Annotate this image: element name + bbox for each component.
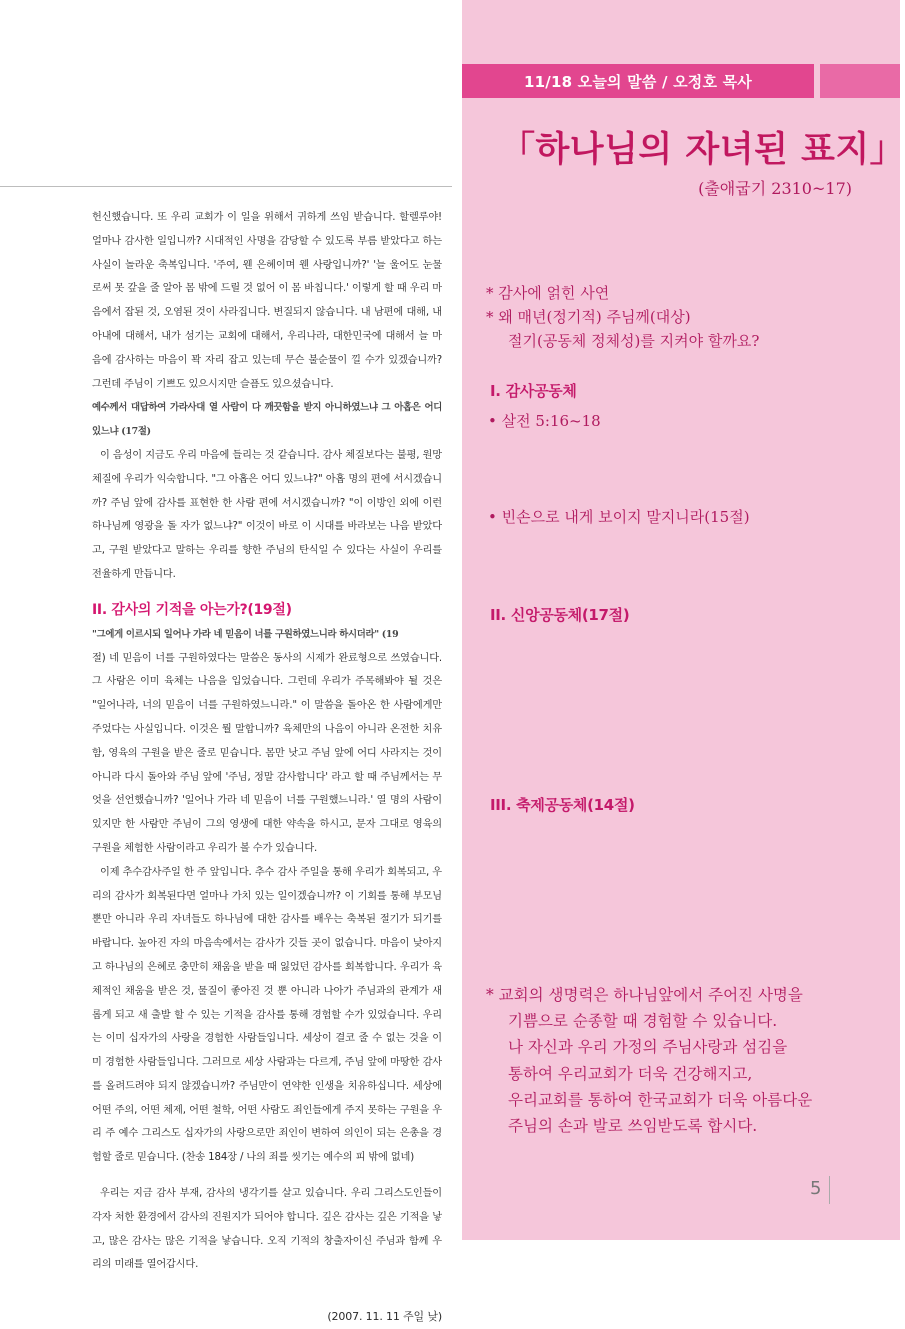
header-label: 11/18 오늘의 말씀 / 오정호 목사 [524,72,752,91]
sermon-date: (2007. 11. 11 주일 낮) [327,1310,442,1324]
intro-point-1: * 감사에 얽힌 사연 [486,284,610,302]
closing-line-6: 주님의 손과 발로 쓰임받도록 합시다. [508,1117,758,1136]
paragraph-1: 헌신했습니다. 또 우리 교회가 이 일을 위해서 귀하게 쓰임 받습니다. 할렐루야! 얼마나 감사한 일입니까? 시대적인 사명을 감당할 수 있도록 부름 받았다고 하는 사실이 놀라운 축복입니다. '주여, 웬 은혜이며 웬 사랑입니까?' '늘 울어도 눈물로써 못 갚을 줄 알아 몸 밖에 드릴 것 없어 이 몸 바칩니다.' 이렇게 할 때 우리 마음에서 잡된 것, 오염된 것이 사라집니다. 변질되지 않습니다. 내 남편에 대해, 내 아내에 대해서, 내가 섬기는 교회에 대해서, 우리나라, 대한민국에 대해서 늘 마음에 감사하는 마음이 꽉 자리 잡고 있는데 무슨 불순물이 낄 수가 있겠습니까? 그런데 주님이 기쁘도 있으시지만 슬픔도 있으셨습니다. [92,212,442,390]
scripture-quote-2: "그에게 이르시되 일어나 가라 네 믿음이 너를 구원하였느니라 하시더라" (19 [92,628,399,640]
outline-section-1: I. 감사공동체 [490,382,577,400]
header-accent [820,64,900,98]
outline-panel [462,0,905,1240]
intro-point-2: * 왜 매년(정기적) 주님께(대상) [486,308,691,326]
paragraph-2: 이 음성이 지금도 우리 마음에 들리는 것 같습니다. 감사 체질보다는 불평, 원망 체질에 우리가 익숙합니다. "그 아홉은 어디 있느냐?" 아홉 명의 편에 서시겠습니까? 주님 앞에 감사를 표현한 한 사람 편에 서시겠습니까? "이 이방인 외에 이런 하나님께 영광을 돌 자가 없느냐?" 이것이 바로 이 시대를 바라보는 나음 받았다고, 구원 받았다고 말하는 우리를 향한 주님의 탄식일 수 있다는 사실이 우리를 전율하게 만듭니다. [92,449,442,580]
closing-line-2: 기쁨으로 순종할 때 경험할 수 있습니다. [508,1012,778,1031]
closing-line-4: 통하여 우리교회가 더욱 건강해지고, [508,1064,753,1083]
closing-line-5: 우리교회를 통하여 한국교회가 더욱 아름다운 [508,1090,813,1109]
scripture-quote-1: 예수께서 대답하여 가라사대 열 사람이 다 깨끗함을 받지 아니하였느냐 그 아홉은 어디 있느냐 (17절) [92,402,442,438]
intro-point-2-cont: 절기(공동체 정체성)를 지켜야 할까요? [508,332,760,350]
outline-bullet-1: • 살전 5:16~18 [488,412,601,430]
sermon-body [92,206,442,1329]
closing-line-1: * 교회의 생명력은 하나님앞에서 주어진 사명을 [486,986,803,1004]
outline-bullet-2: • 빈손으로 내게 보이지 말지니라(15절) [488,508,750,526]
section-heading-2: II. 감사의 기적을 아는가?(19절) [92,601,292,618]
sermon-title: 「하나님의 자녀된 표지」 [500,130,905,170]
outline-section-2: II. 신앙공동체(17절) [490,606,630,624]
closing-exhortation [486,982,886,1139]
paragraph-5: 우리는 지금 감사 부재, 감사의 냉각기를 살고 있습니다. 우리 그리스도인들이 각자 처한 환경에서 감사의 진원지가 되어야 합니다. 깊은 감사는 깊은 기적을 낳고, 많은 감사는 많은 기적을 낳습니다. 오직 기적의 창출자이신 주님과 함께 우리의 미래를 열어갑시다. [92,1188,442,1271]
paragraph-3: 절) 네 믿음이 너를 구원하였다는 말씀은 동사의 시제가 완료형으로 쓰였습니다. 그 사람은 이미 육체는 나음을 입었습니다. 그런데 우리가 주목해봐야 될 것은 "일어나라, 너의 믿음이 너를 구원하였느니라." 이 말씀을 돌아온 한 사람에게만 주었다는 사실입니다. 이것은 뭘 말합니까? 육체만의 나음이 아니라 온전한 치유함, 영육의 구원을 받은 줄로 믿습니다. 몸만 낫고 주님 앞에 어디 사라지는 것이 아니라 다시 돌아와 주님 앞에 '주님, 정말 감사합니다' 라고 할 때 주님께서는 무엇을 선언했습니까? '일어나 가라 네 믿음이 너를 구원했느니라.' 열 명의 사람이 있지만 한 사람만 주님이 그의 영생에 대한 약속을 하시고, 문자 그대로 영육의 구원을 체험한 사람이라고 우리가 볼 수가 있습니다. [92,652,442,854]
page-number: 5 [810,1178,822,1199]
scripture-reference: (출애굽기 2310~17) [698,179,852,198]
page-number-divider [829,1176,830,1204]
paragraph-4: 이제 추수감사주일 한 주 앞입니다. 추수 감사 주일을 통해 우리가 회복되고, 우리의 감사가 회복된다면 얼마나 가치 있는 일이겠습니까? 이 기회를 통해 부모님뿐만 아니라 우리 자녀들도 하나님에 대한 감사를 배우는 축복된 절기가 되기를 바랍니다. 높아진 자의 마음속에서는 감사가 깃들 곳이 없습니다. 마음이 낮아지고 하나님의 은혜로 충만히 채움을 받을 때 잃었던 감사를 회복합니다. 우리가 육체적인 채움을 받은 것, 물질이 좋아진 것 뿐 아니라 나아가 주님과의 관계가 새롭게 되고 새 출발 할 수 있는 기적을 감사를 통해 경험할 수가 있었습니다. 우리는 이미 십자가의 사랑을 경험한 사람들입니다. 세상이 결코 줄 수 없는 것을 이미 경험한 사람들입니다. 그러므로 세상 사람과는 다르게, 주님 앞에 마땅한 감사를 올려드려야 되지 않겠습니까? 주님만이 연약한 인생을 치유하십니다. 세상에 어떤 주의, 어떤 체제, 어떤 철학, 어떤 사람도 죄인들에게 주지 못하는 구원을 우리 주 예수 그리스도 십자가의 사랑으로만 죄인이 변하여 의인이 되는 은총을 경험할 줄로 믿습니다. (찬송 184장 / 나의 죄를 씻기는 예수의 피 밖에 없네) [92,866,442,1164]
closing-line-3: 나 자신과 우리 가정의 주님사랑과 섬김을 [508,1038,788,1057]
outline-section-3: III. 축제공동체(14절) [490,796,635,814]
top-divider [0,186,452,187]
header-bar [462,64,814,98]
